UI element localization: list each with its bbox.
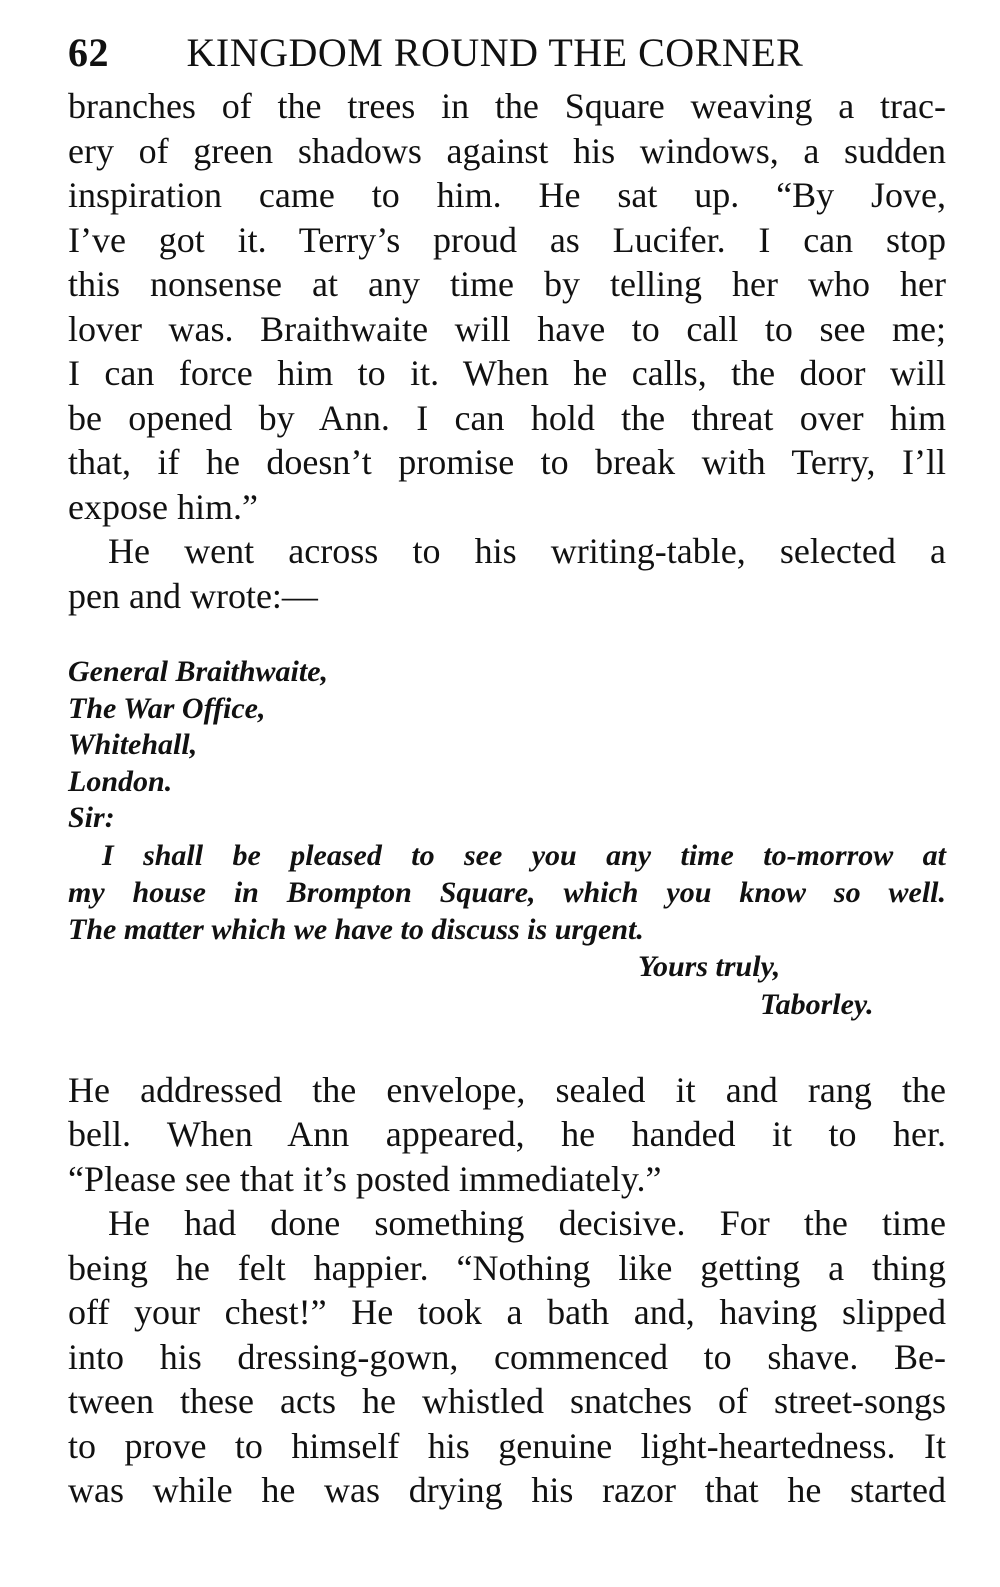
text-line: He had done something decisive. For the time: [108, 1203, 946, 1243]
letter: [68, 654, 946, 1024]
running-head: [68, 28, 946, 78]
text-line: “Please see that it’s posted immediately.”: [68, 1158, 662, 1199]
page-number: 62: [68, 30, 109, 75]
letter-address-line: The War Office,: [68, 691, 266, 725]
text-line: pen and wrote:—: [68, 575, 318, 616]
letter-address-line: General Braithwaite,: [68, 655, 329, 688]
text-line: was while he was drying his razor that he started: [68, 1470, 946, 1510]
text-line: to prove to himself his genuine light-heartedness. It: [68, 1425, 946, 1466]
text-line: ery of green shadows against his windows, a sudden: [68, 130, 946, 171]
text-line: tween these acts he whistled snatches of street-songs: [68, 1381, 946, 1421]
text-line: off your chest!” He took a bath and, having slipped: [68, 1292, 946, 1332]
letter-signature: Taborley.: [760, 987, 874, 1021]
paragraph-2: [68, 529, 946, 618]
letter-body-line: I shall be pleased to see you any time to-morrow at: [102, 838, 946, 872]
text-line: branches of the trees in the Square weaving a trac-: [68, 86, 946, 126]
letter-closing: Yours truly,: [638, 949, 781, 983]
letter-body-line: The matter which we have to discuss is urgent.: [68, 912, 644, 946]
book-page: [68, 28, 946, 1513]
text-line: I’ve got it. Terry’s proud as Lucifer. I can stop: [68, 219, 946, 260]
text-line: that, if he doesn’t promise to break with Terry, I’ll: [68, 442, 946, 482]
text-line: inspiration came to him. He sat up. “By Jove,: [68, 175, 946, 215]
text-line: He went across to his writing-table, selected a: [108, 531, 946, 571]
text-line: lover was. Braithwaite will have to call to see me;: [68, 308, 946, 349]
text-line: being he felt happier. “Nothing like getting a thing: [68, 1247, 946, 1288]
book-title: KINGDOM ROUND THE CORNER: [186, 30, 804, 75]
text-line: bell. When Ann appeared, he handed it to her.: [68, 1114, 946, 1154]
letter-salutation: Sir:: [68, 801, 115, 834]
letter-address-line: Whitehall,: [68, 728, 198, 761]
letter-address-line: London.: [68, 764, 173, 798]
paragraph-4: [68, 1201, 946, 1513]
text-line: into his dressing-gown, commenced to shave. Be-: [68, 1336, 946, 1377]
text-line: expose him.”: [68, 486, 258, 527]
text-line: this nonsense at any time by telling her who her: [68, 264, 946, 304]
paragraph-1: [68, 84, 946, 529]
text-line: He addressed the envelope, sealed it and rang the: [68, 1069, 946, 1110]
text-line: I can force him to it. When he calls, the door will: [68, 353, 946, 393]
letter-body-line: my house in Brompton Square, which you know so well.: [68, 875, 946, 909]
text-line: be opened by Ann. I can hold the threat over him: [68, 397, 946, 438]
paragraph-3: [68, 1068, 946, 1202]
